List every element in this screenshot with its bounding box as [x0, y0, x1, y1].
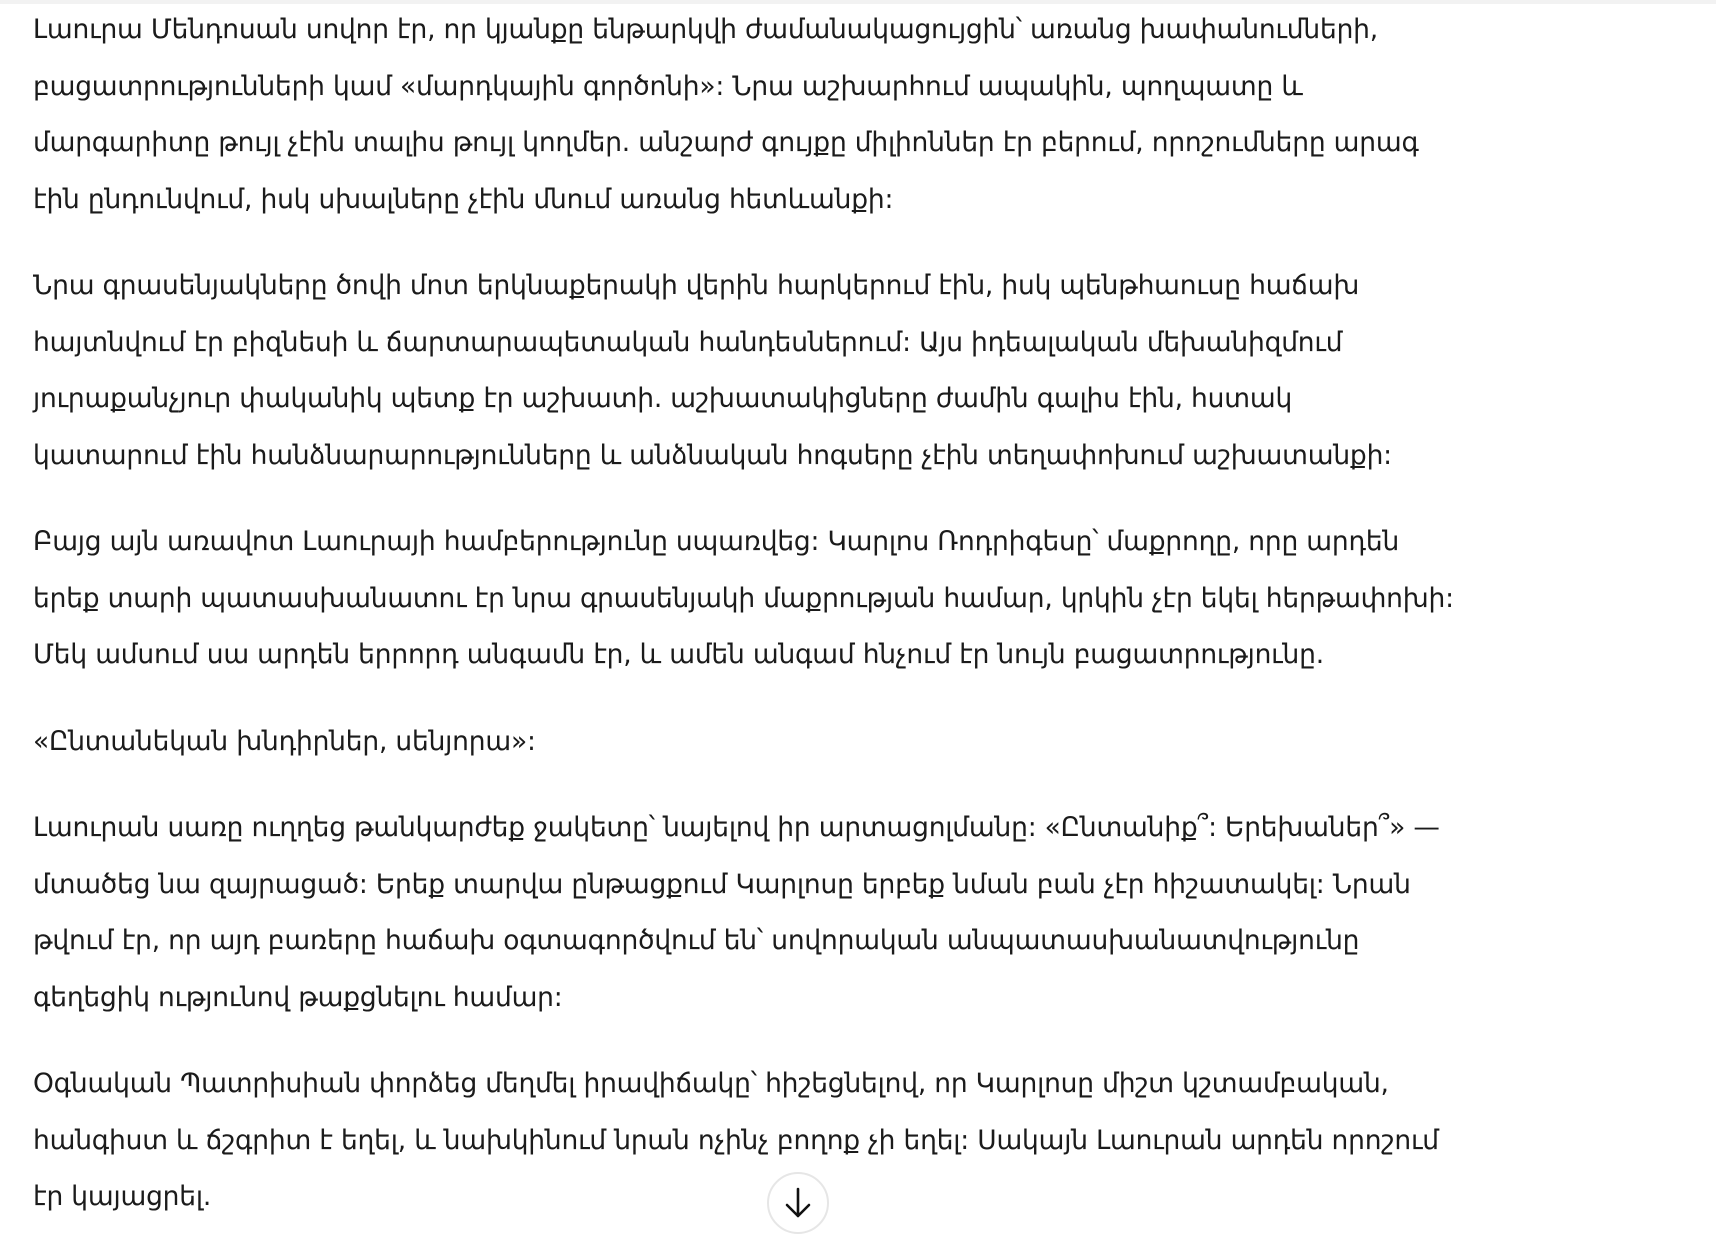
- text-line: հանգիստ և ճշգրիտ է եղել, և նախկինում նրան ոչինչ բողոք չի եղել: Սակայն Լաուրան արդեն որոշում: [33, 1124, 1439, 1156]
- arrow-down-icon: [783, 1186, 813, 1220]
- text-line: Լաուրան սառը ուղղեց թանկարժեք ջակետը՝ նայելով իր արտացոլմանը: «Ընտանիք՞: Երեխաներ՞» —: [33, 812, 1440, 843]
- text-line: Բայց այն առավոտ Լաուրայի համբերությունը սպառվեց: Կարլոս Ռոդրիգեսը՝ մաքրողը, որը արդեն: [33, 526, 1400, 557]
- text-line: յուրաքանչյուր փականիկ պետք էր աշխատի. աշխատակիցները ժամին գալիս էին, հստակ: [33, 383, 1293, 414]
- text-line: էին ընդունվում, իսկ սխալները չէին մնում առանց հետևանքի:: [33, 183, 894, 215]
- paragraph-5: [33, 800, 1454, 1026]
- text-line: Օգնական Պատրիսիան փորձեց մեղմել իրավիճակը՝ հիշեցնելով, որ Կարլոսը միշտ կշտամբական,: [33, 1068, 1389, 1099]
- text-line: էր կայացրել.: [33, 1181, 212, 1212]
- text-line: հայտնվում էր բիզնեսի և ճարտարապետական հանդեսներում: Այս իդեալական մեխանիզմում: [33, 326, 1343, 358]
- text-line: թվում էր, որ այդ բառերը հաճախ օգտագործվում են՝ սովորական անպատասխանատվությունը: [33, 925, 1360, 956]
- text-line: Մեկ ամսում սա արդեն երրորդ անգամն էր, և ամեն անգամ հնչում էր նույն բացատրությունը.: [33, 639, 1324, 670]
- scroll-to-bottom-button[interactable]: [767, 1172, 829, 1234]
- text-line: երեք տարի պատասխանատու էր նրա գրասենյակի մաքրության համար, կրկին չէր եկել հերթափոխի:: [33, 582, 1454, 614]
- text-line: կատարում էին հանձնարարությունները և անձնական հոգսերը չէին տեղափոխում աշխատանքի:: [33, 439, 1392, 471]
- paragraph-3: [33, 514, 1454, 684]
- text-line: Նրա գրասենյակները ծովի մոտ երկնաքերակի վերին հարկերում էին, իսկ պենթհաուսը հաճախ: [33, 270, 1360, 301]
- text-line: մարգարիտը թույլ չէին տալիս թույլ կողմեր. անշարժ գույքը միլիոններ էր բերում, որոշումները արագ: [33, 127, 1419, 158]
- text-line: բացատրությունների կամ «մարդկային գործոնի»: Նրա աշխարհում ապակին, պողպատը և: [33, 70, 1303, 102]
- text-line: մտածեց նա զայրացած: Երեք տարվա ընթացքում Կարլոսը երբեք նման բան չէր հիշատակել: Նրան: [33, 868, 1411, 900]
- paragraph-4: [33, 714, 1454, 771]
- paragraph-1: [33, 2, 1454, 228]
- text-line: Լաուրա Մենդոսան սովոր էր, որ կյանքը ենթարկվի ժամանակացույցին՝ առանց խափանումների,: [33, 14, 1378, 45]
- paragraph-2: [33, 258, 1454, 484]
- paragraph-6: [33, 1056, 1454, 1226]
- text-line: «Ընտանեկան խնդիրներ, սենյորա»:: [33, 725, 536, 757]
- article-text: [33, 2, 1454, 1256]
- text-line: գեղեցիկ ությունով թաքցնելու համար:: [33, 981, 563, 1013]
